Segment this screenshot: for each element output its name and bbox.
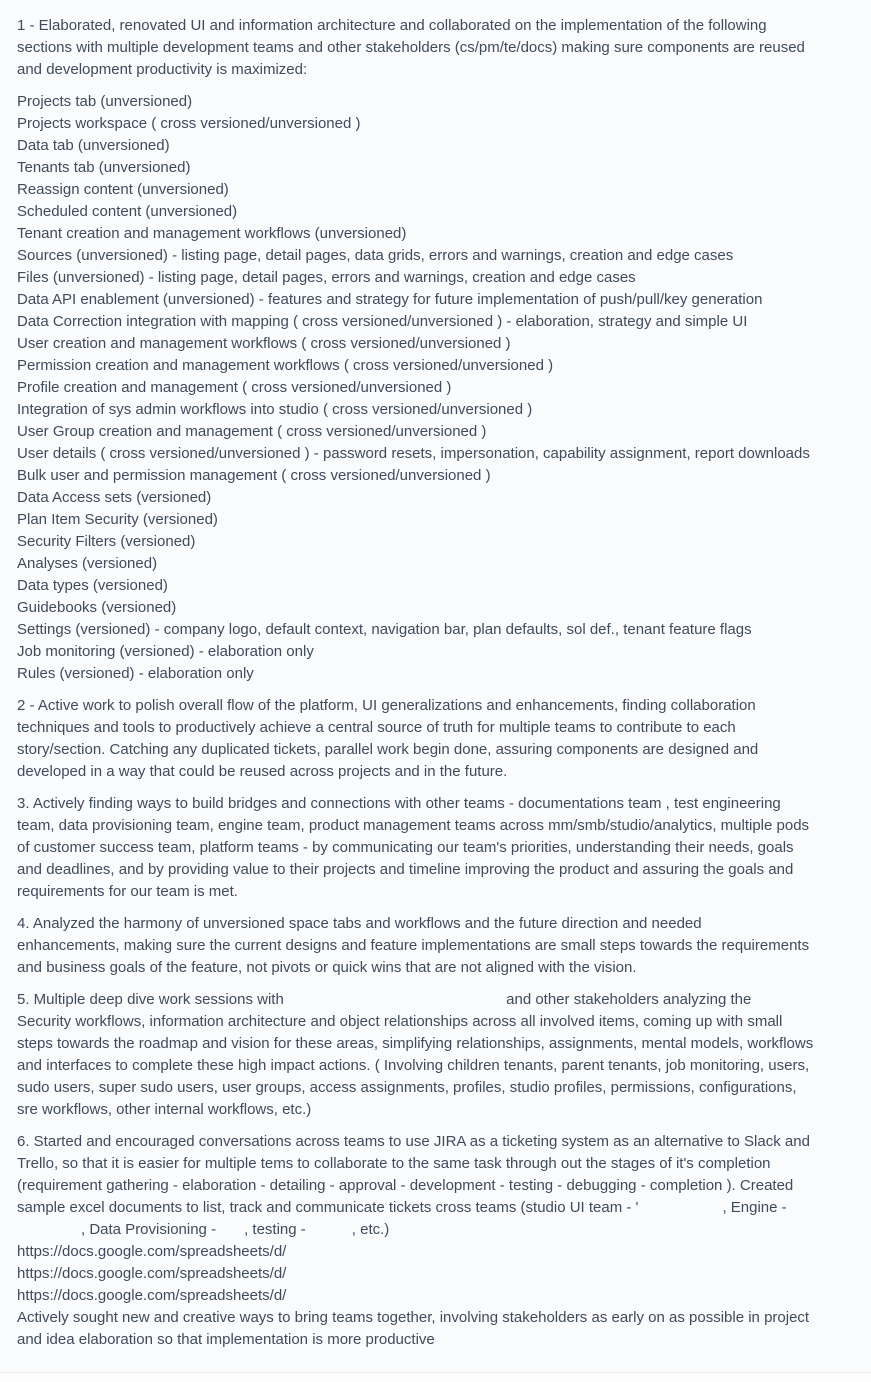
text-line: techniques and tools to productively achieve a central source of truth for multiple teams to contribute to each xyxy=(17,719,736,736)
text-line: Data Correction integration with mapping ( cross versioned/unversioned ) - elaboration, strategy and simple UI xyxy=(17,313,748,330)
text-segment: sample excel documents to list, track and communicate tickets cross teams (studio UI team - ' xyxy=(17,1199,639,1216)
text-line: Files (unversioned) - listing page, detail pages, errors and warnings, creation and edge cases xyxy=(17,269,636,286)
text-line: steps towards the roadmap and vision for these areas, simplifying relationships, assignments, mental models, workflows xyxy=(17,1035,814,1052)
paragraph-4 xyxy=(17,913,853,979)
text-line: Security Filters (versioned) xyxy=(17,533,196,550)
text-line: team, data provisioning team, engine team, product management teams across mm/smb/studio/analytics, multiple pods xyxy=(17,817,810,834)
text-line xyxy=(17,1219,853,1241)
redacted-text xyxy=(306,1233,352,1234)
text-line: 1 - Elaborated, renovated UI and information architecture and collaborated on the implementation of the following xyxy=(17,17,767,34)
text-line: story/section. Catching any duplicated tickets, parallel work begin done, assuring components are designed and xyxy=(17,741,759,758)
text-line: Scheduled content (unversioned) xyxy=(17,203,238,220)
redacted-text xyxy=(288,1003,502,1004)
text-line: sudo users, super sudo users, user groups, access assignments, profiles, studio profiles, permissions, configurations, xyxy=(17,1079,797,1096)
text-line: and development productivity is maximized: xyxy=(17,61,308,78)
text-line: enhancements, making sure the current designs and feature implementations are small steps towards the requirements xyxy=(17,937,810,954)
text-line: Projects workspace ( cross versioned/unversioned ) xyxy=(17,115,361,132)
text-line: Analyses (versioned) xyxy=(17,555,158,572)
text-line: Settings (versioned) - company logo, default context, navigation bar, plan defaults, sol def., tenant feature flags xyxy=(17,621,752,638)
text-line: Integration of sys admin workflows into studio ( cross versioned/unversioned ) xyxy=(17,401,533,418)
redacted-text xyxy=(216,1233,244,1234)
text-line: Reassign content (unversioned) xyxy=(17,181,229,198)
text-line: Data types (versioned) xyxy=(17,577,168,594)
text-line: User creation and management workflows ( cross versioned/unversioned ) xyxy=(17,335,511,352)
paragraph-1 xyxy=(17,15,853,81)
text-line: Data Access sets (versioned) xyxy=(17,489,212,506)
sections-list xyxy=(17,91,853,685)
text-line: Data tab (unversioned) xyxy=(17,137,170,154)
text-line: User Group creation and management ( cross versioned/unversioned ) xyxy=(17,423,487,440)
text-line: 4. Analyzed the harmony of unversioned space tabs and workflows and the future direction and needed xyxy=(17,915,702,932)
text-segment: , Engine - xyxy=(722,1199,787,1216)
text-line: developed in a way that could be reused across projects and in the future. xyxy=(17,763,508,780)
text-line: Bulk user and permission management ( cross versioned/unversioned ) xyxy=(17,467,491,484)
text-line: and deadlines, and by providing value to their projects and timeline improving the product and assuring the goals and xyxy=(17,861,794,878)
text-line: Sources (unversioned) - listing page, detail pages, data grids, errors and warnings, creation and edge cases xyxy=(17,247,734,264)
text-line: 6. Started and encouraged conversations across teams to use JIRA as a ticketing system as an alternative to Slack and xyxy=(17,1133,810,1150)
text-line: Guidebooks (versioned) xyxy=(17,599,177,616)
text-line: requirements for our team is met. xyxy=(17,883,238,900)
text-line: and interfaces to complete these high impact actions. ( Involving children tenants, parent tenants, job monitoring, users, xyxy=(17,1057,810,1074)
text-line: Actively sought new and creative ways to bring teams together, involving stakeholders as early on as possible in project xyxy=(17,1309,810,1326)
text-line: (requirement gathering - elaboration - detailing - approval - development - testing - debugging - completion ). Created xyxy=(17,1177,794,1194)
text-line: Tenants tab (unversioned) xyxy=(17,159,191,176)
text-line: Plan Item Security (versioned) xyxy=(17,511,218,528)
text-line: Trello, so that it is easier for multiple tems to collaborate to the same task through out the stages of it's completion xyxy=(17,1155,771,1172)
spreadsheet-url: https://docs.google.com/spreadsheets/d/ xyxy=(17,1243,287,1260)
text-line: and idea elaboration so that implementation is more productive xyxy=(17,1331,435,1348)
text-line: Permission creation and management workflows ( cross versioned/unversioned ) xyxy=(17,357,554,374)
redacted-text xyxy=(17,1233,81,1234)
spreadsheet-url: https://docs.google.com/spreadsheets/d/ xyxy=(17,1287,287,1304)
text-line: 2 - Active work to polish overall flow of the platform, UI generalizations and enhancements, finding collaboration xyxy=(17,697,756,714)
text-line: User details ( cross versioned/unversioned ) - password resets, impersonation, capability assignment, report downloads xyxy=(17,445,810,462)
text-line: Profile creation and management ( cross versioned/unversioned ) xyxy=(17,379,452,396)
text-segment: and other stakeholders analyzing the xyxy=(501,991,752,1008)
text-line xyxy=(17,989,853,1011)
text-line: Job monitoring (versioned) - elaboration only xyxy=(17,643,314,660)
text-line: Data API enablement (unversioned) - features and strategy for future implementation of push/pull/key generation xyxy=(17,291,763,308)
text-line: Projects tab (unversioned) xyxy=(17,93,193,110)
text-line: 3. Actively finding ways to build bridges and connections with other teams - documentations team , test engineering xyxy=(17,795,781,812)
text-line: Tenant creation and management workflows (unversioned) xyxy=(17,225,407,242)
text-segment: , testing - xyxy=(244,1221,306,1238)
paragraph-6 xyxy=(17,1131,853,1351)
paragraph-5 xyxy=(17,989,853,1121)
text-segment: 5. Multiple deep dive work sessions with xyxy=(17,991,288,1008)
text-line: Security workflows, information architecture and object relationships across all involved items, coming up with small xyxy=(17,1013,783,1030)
paragraph-2 xyxy=(17,695,853,783)
text-line: of customer success team, platform teams - by communicating our team's priorities, understanding their needs, goals xyxy=(17,839,794,856)
text-line: Rules (versioned) - elaboration only xyxy=(17,665,254,682)
paragraph-3 xyxy=(17,793,853,903)
text-segment: , Data Provisioning - xyxy=(81,1221,217,1238)
redacted-text xyxy=(638,1211,722,1212)
text-line: sre workflows, other internal workflows, etc.) xyxy=(17,1101,312,1118)
text-line: sections with multiple development teams and other stakeholders (cs/pm/te/docs) making sure components are reused xyxy=(17,39,805,56)
spreadsheet-url: https://docs.google.com/spreadsheets/d/ xyxy=(17,1265,287,1282)
text-line xyxy=(17,1197,853,1219)
text-line: and business goals of the feature, not pivots or quick wins that are not aligned with the vision. xyxy=(17,959,637,976)
text-segment: , etc.) xyxy=(351,1221,390,1238)
